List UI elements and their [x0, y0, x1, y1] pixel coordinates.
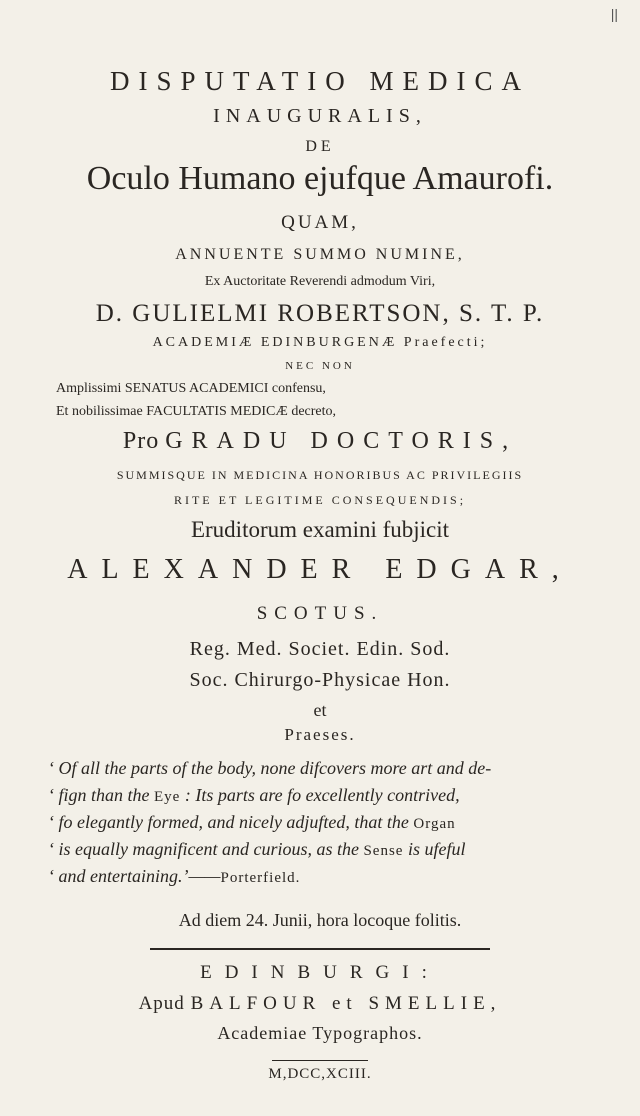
praeses-line: Praeses.	[284, 725, 356, 744]
society-line: Reg. Med. Societ. Edin. Sod.	[189, 638, 451, 660]
pro-word: Pro	[122, 428, 160, 454]
apud-word: Apud	[138, 993, 185, 1014]
academiae-line: ACADEMIÆ EDINBURGENÆ Praefecti;	[152, 335, 488, 350]
facultatis-line: Et nobilissimae FACULTATIS MEDICÆ decreto,	[56, 404, 337, 419]
quote-4a: ‘ is equally magnificent and curious, as the	[48, 839, 364, 859]
date-line: Ad diem 24. Junii, hora locoque folitis.	[178, 910, 462, 930]
eruditorum-line: Eruditorum examini fubjicit	[190, 517, 450, 542]
rite-line: RITE ET LEGITIME CONSEQUENDIS;	[173, 493, 467, 507]
gradu-doctoris: GRADU DOCTORIS,	[165, 428, 518, 454]
divider-rule	[150, 948, 490, 950]
quote-2a: ‘ fign than the	[48, 785, 154, 805]
auctoritate-line: Ex Auctoritate Reverendi admodum Viri,	[204, 274, 436, 289]
imprint-academiae: Academiae Typographos.	[217, 1023, 423, 1043]
quote-5a: ‘ and entertaining.’——	[48, 866, 221, 886]
quote-4c: is ufeful	[403, 839, 466, 859]
annuente-line: ANNUENTE SUMMO NUMINE,	[175, 246, 465, 263]
quote-line-2	[48, 785, 628, 806]
necnon-line: NEC NON	[285, 360, 355, 372]
imprint-printers-line	[0, 993, 640, 1015]
year-rule	[272, 1060, 368, 1061]
corner-mark: ||	[610, 6, 618, 22]
senatus-line: Amplissimi SENATUS ACADEMICI confensu,	[56, 381, 326, 396]
quote-line-1: ‘ Of all the parts of the body, none difcovers more art and de-	[48, 758, 492, 778]
principal-name: D. GULIELMI ROBERTSON, S. T. P.	[95, 300, 545, 327]
quote-3a: ‘ fo elegantly formed, and nicely adjufted, that the	[48, 812, 414, 832]
title-subject: Oculo Humano ejufque Amaurofi.	[86, 160, 554, 197]
et-line: et	[313, 700, 327, 720]
author-name: ALEXANDER EDGAR,	[67, 554, 573, 585]
summisque-line: SUMMISQUE IN MEDICINA HONORIBUS AC PRIVILEGIIS	[116, 468, 524, 482]
quote-line-5	[48, 866, 628, 887]
imprint-city: EDINBURGI:	[200, 962, 440, 983]
quote-organ: Organ	[413, 816, 456, 832]
title-line-3: DE	[305, 138, 335, 155]
quote-sense: Sense	[363, 843, 404, 859]
quote-line-3	[48, 812, 628, 833]
quote-2c: : Its parts are fo excellently contrived,	[180, 785, 460, 805]
quam-line: QUAM,	[281, 212, 359, 233]
gradu-line	[0, 428, 640, 455]
title-line-2: INAUGURALIS,	[213, 105, 427, 127]
imprint-year: M,DCC,XCIII.	[268, 1066, 372, 1082]
quote-eye: Eye	[154, 789, 181, 805]
quote-line-4	[48, 839, 628, 860]
scotus-line: SCOTUS.	[256, 603, 384, 624]
quote-attribution: Porterfield.	[220, 870, 301, 886]
printers-names: BALFOUR et SMELLIE,	[190, 993, 502, 1014]
chirurgo-line: Soc. Chirurgo-Physicae Hon.	[189, 669, 451, 691]
title-line-1: DISPUTATIO MEDICA	[109, 66, 531, 96]
